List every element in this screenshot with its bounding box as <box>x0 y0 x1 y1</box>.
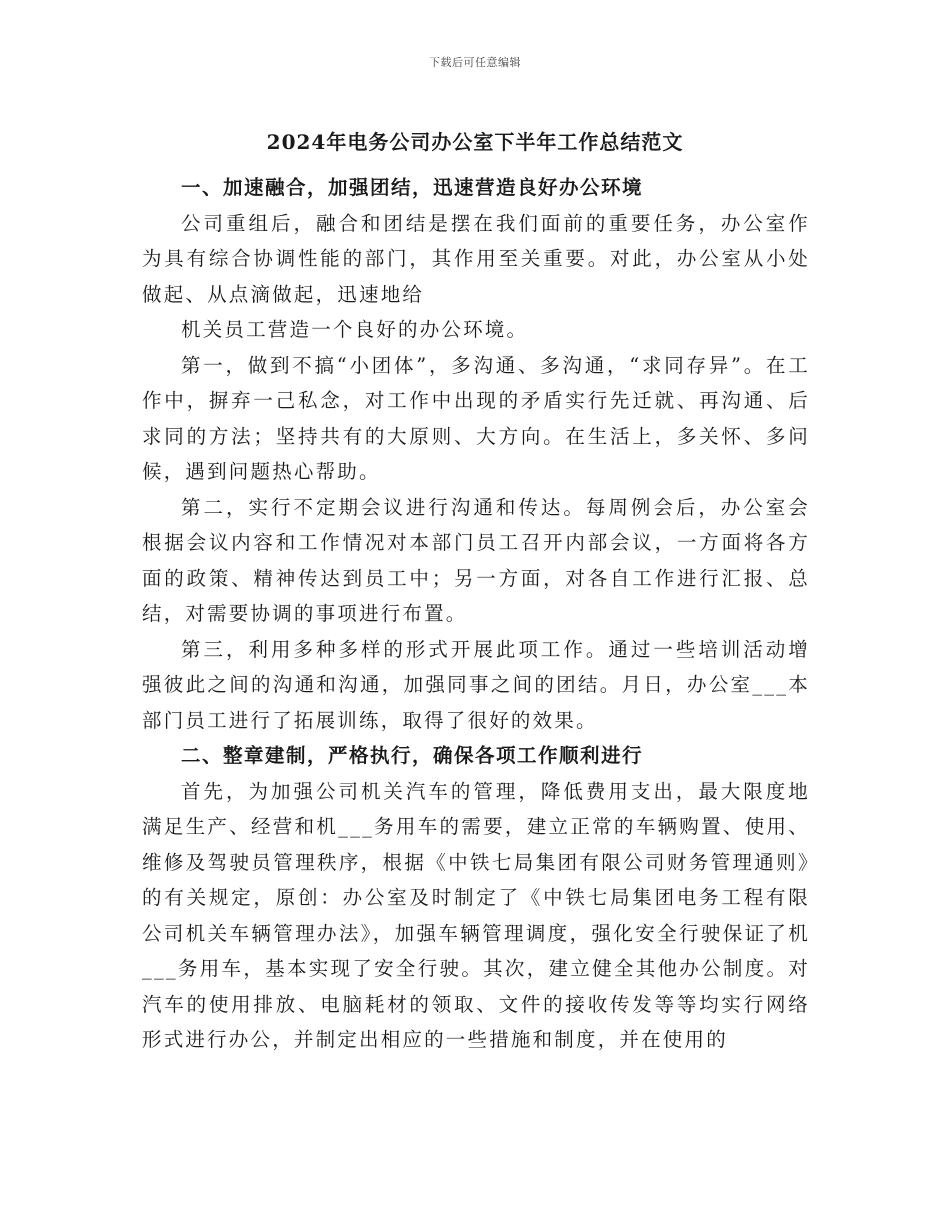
header-note: 下载后可任意编辑 <box>429 56 521 69</box>
paragraph: 第一，做到不搞“小团体”，多沟通、多沟通，“求同存异”。在工作中，摒弃一己私念，对工作中出现的矛盾实行先迁就、再沟通、后求同的方法；坚持共有的大原则、大方向。在生活上，多关怀、多问候，遇到问题热心帮助。 <box>142 353 810 483</box>
section-heading-2: 二、整章建制，严格执行，确保各项工作顺利进行 <box>181 744 644 767</box>
paragraph: 首先，为加强公司机关汽车的管理，降低费用支出，最大限度地满足生产、经营和机___务用车的需要，建立正常的车辆购置、使用、维修及驾驶员管理秩序，根据《中铁七局集团有限公司财务管理通则》的有关规定，原创：办公室及时制定了《中铁七局集团电务工程有限公司机关车辆管理办法》，加强车辆管理调度，强化安全行驶保证了机___务用车，基本实现了安全行驶。其次，建立健全其他办公制度。对汽车的使用排放、电脑耗材的领取、文件的接收传发等等均实行网络形式进行办公，并制定出相应的一些措施和制度，并在使用的 <box>142 779 810 1051</box>
document-title: 2024年电务公司办公室下半年工作总结范文 <box>266 130 684 154</box>
document-body <box>142 170 810 1058</box>
paragraph: 第二，实行不定期会议进行沟通和传达。每周例会后，办公室会根据会议内容和工作情况对本部门员工召开内部会议，一方面将各方面的政策、精神传达到员工中；另一方面，对各自工作进行汇报、总结，对需要协调的事项进行布置。 <box>142 495 810 625</box>
paragraph: 第三，利用多种多样的形式开展此项工作。通过一些培训活动增强彼此之间的沟通和沟通，加强同事之间的团结。月日，办公室___本部门员工进行了拓展训练，取得了很好的效果。 <box>142 637 810 732</box>
section-heading-1: 一、加速融合，加强团结，迅速营造良好办公环境 <box>181 176 644 199</box>
paragraph: 机关员工营造一个良好的办公环境。 <box>181 318 529 341</box>
paragraph: 公司重组后，融合和团结是摆在我们面前的重要任务，办公室作为具有综合协调性能的部门，其作用至关重要。对此，办公室从小处做起、从点滴做起，迅速地给 <box>142 211 810 306</box>
